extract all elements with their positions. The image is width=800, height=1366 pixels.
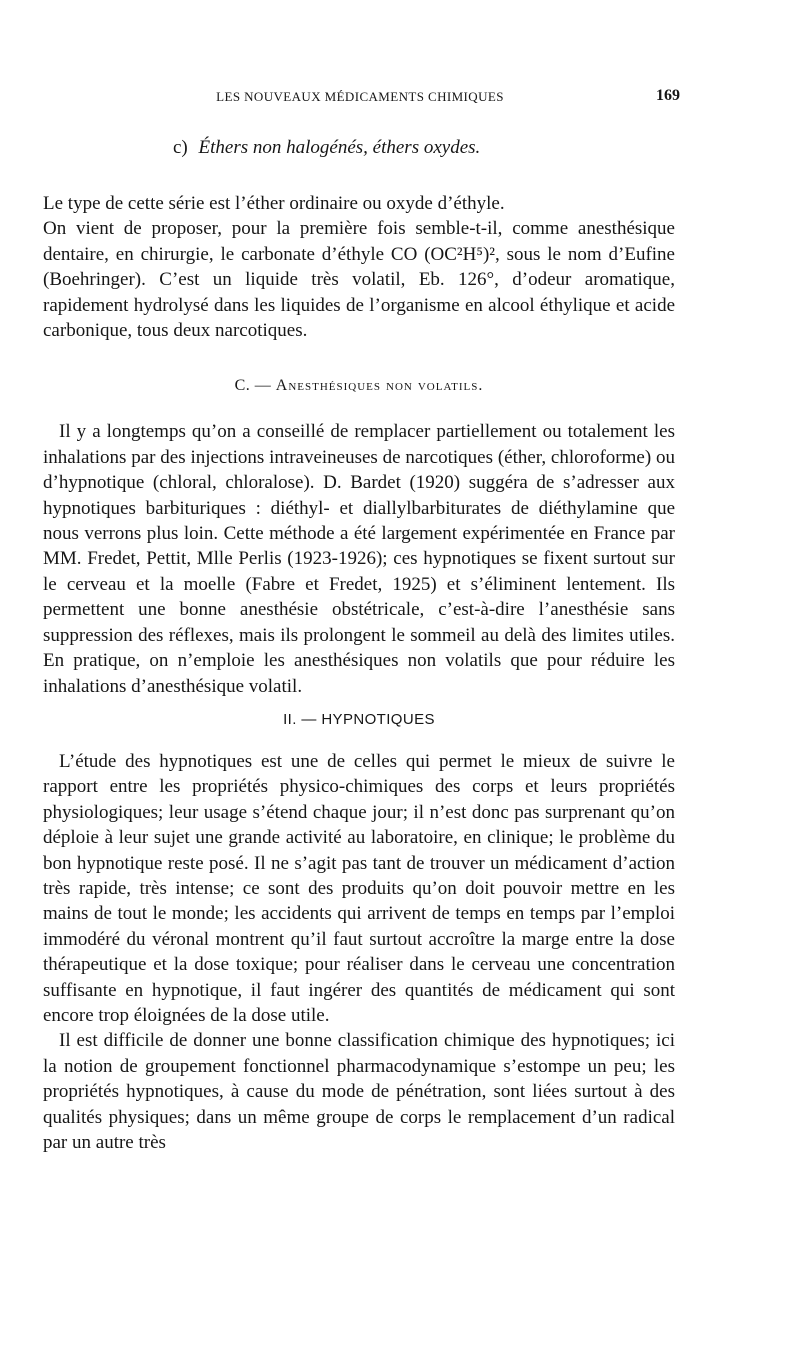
spacer — [43, 343, 675, 374]
section-label: C. — — [234, 377, 272, 395]
running-head — [40, 89, 680, 111]
paragraph: On vient de proposer, pour la première fois semble-t-il, comme anesthésique dentaire, en chirurgie, le carbonate d’éthyle CO (OC²H⁵)², sous le nom d’Eufine (Boehringer). C’est un liquide très volatil, Eb. 126°, d’odeur aromatique, rapidement hydrolysé dans les liquides de l’organisme en alcool éthylique et acide carbonique, tous deux narcotiques. — [43, 218, 675, 342]
text-column — [43, 136, 675, 1155]
paragraph: Il est difficile de donner une bonne classification chimique des hypnotiques; ici la notion de groupement fonctionnel pharmacodynamique s’estompe un peu; les propriétés hypnotiques, à cause du mode de pénétration, sont liées surtout à des qualités physiques; dans un même groupe de corps le remplacement d’un radical par un autre très — [43, 1030, 675, 1153]
subsection-label: c) — [173, 137, 188, 158]
section-heading-c — [43, 374, 675, 398]
subsection-title: Éthers non halogénés, éthers oxydes. — [198, 137, 481, 158]
paragraph: Il y a longtemps qu’on a conseillé de remplacer partiellement ou totalement les inhalations par des injections intraveineuses de narcotiques (éther, chloroforme) ou d’hypnotique (chloral, chloralose). D. Bardet (1920) suggéra de s’adresser aux hypnotiques barbituriques : diéthyl- et diallylbarbiturates de diéthylamine que nous verrons plus loin. Cette méthode a été largement expérimentée en France par MM. Fredet, Pettit, Mlle Perlis (1923-1926); ces hypnotiques se fixent surtout sur le cerveau et la moelle (Fabre et Fredet, 1925) et s’éliminent lentement. Ils permettent une bonne anesthésie obstétricale, c’est-à-dire l’anesthésie sans suppression des réflexes, mais ils prolongent le sommeil au delà des limites utiles. En pratique, on n’emploie les anesthésiques non volatils que pour réduire les inhalations d’anesthésique volatil. — [43, 421, 675, 697]
paragraph: Le type de cette série est l’éther ordinaire ou oxyde d’éthyle. — [43, 193, 505, 214]
section-heading-ii: II. — HYPNOTIQUES — [283, 710, 435, 728]
section-title: Anesthésiques non volatils. — [275, 377, 484, 395]
paragraph: L’étude des hypnotiques est une de celles qui permet le mieux de suivre le rapport entre les propriétés physico-chimiques des corps et leurs propriétés physiologiques; leur usage s’étend chaque jour; il n’est donc pas surprenant qu’on déploie à leur sujet une grande activité au laboratoire, en clinique; le problème du bon hypnotique reste posé. Il ne s’agit pas tant de trouver un médicament d’action très rapide, très intense; ce sont des produits qu’on doit pouvoir mettre en les mains de tout le monde; les accidents qui arrivent de temps en temps par l’emploi immodéré du véronal montrent qu’il faut surtout accroître la marge entre la dose thérapeutique et la dose toxique; pour réaliser dans le cerveau une concentration suffisante en hypnotique, il faut ingérer des quantités de médicament qui sont encore trop éloignées de la dose utile. — [43, 750, 675, 1026]
page-number: 169 — [656, 87, 680, 104]
subsection-heading-c — [173, 136, 675, 160]
running-head-title: LES NOUVEAUX MÉDICAMENTS CHIMIQUES — [216, 89, 504, 104]
